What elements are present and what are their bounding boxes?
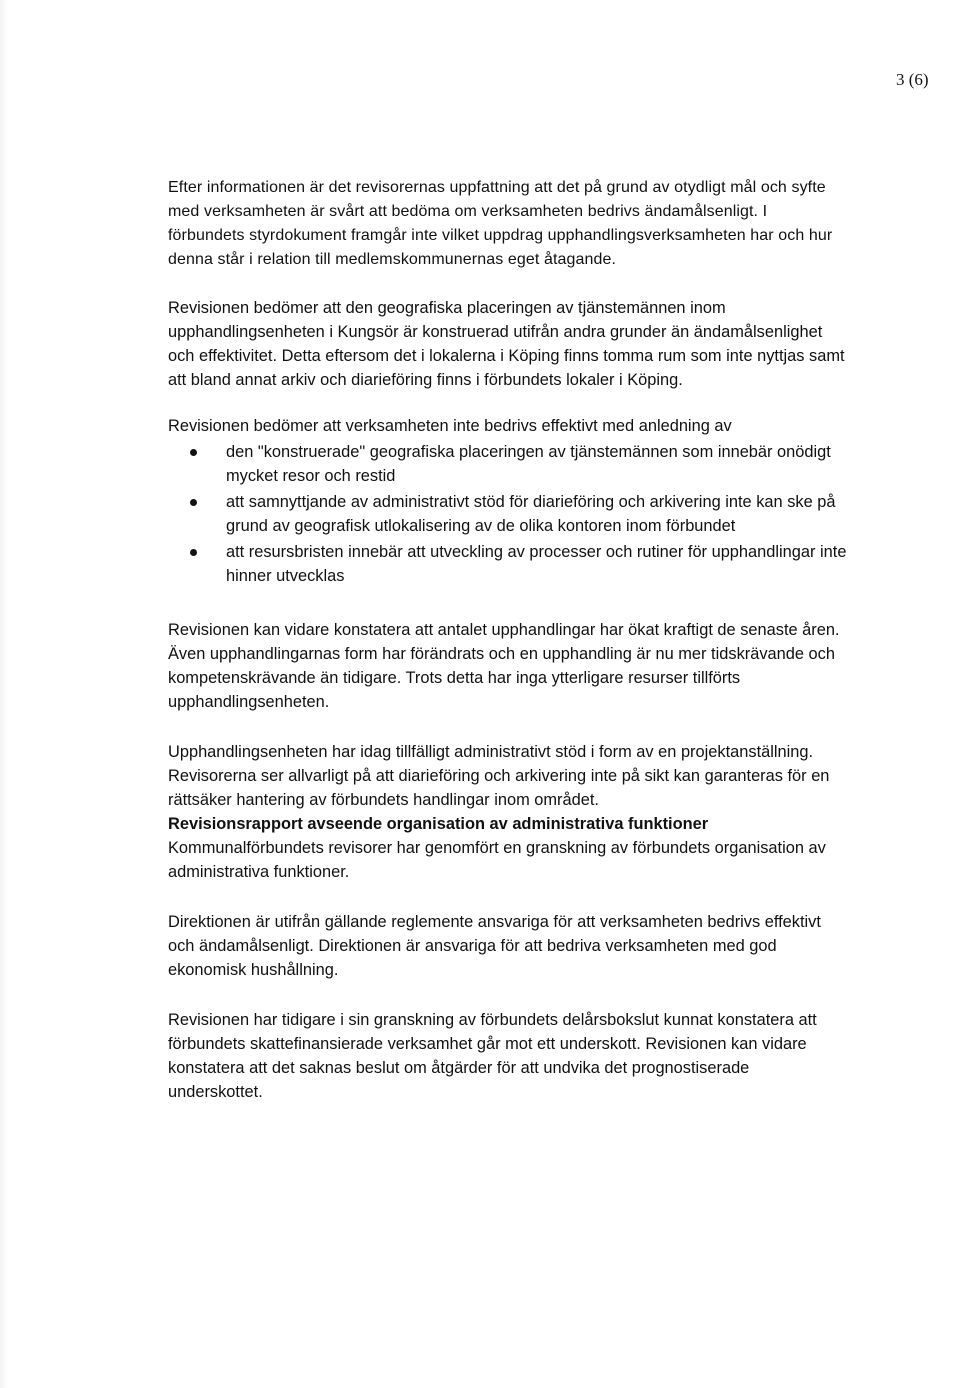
paragraph-geographic-placement: Revisionen bedömer att den geografiska placeringen av tjänstemännen inom upphandlingsenheten i Kungsör är konstruerad utifrån andra grunder än ändamålsenlighet och effektivitet. Detta eftersom det i lokalerna i Köping finns tomma rum som inte nyttjas samt att bland annat arkiv och diarieföring finns i förbundets lokaler i Köping.: [168, 299, 845, 389]
scan-edge-shading: [0, 0, 8, 1388]
bullet-icon: [190, 549, 197, 556]
efficiency-reasons-list: [168, 440, 848, 588]
paragraph-deficit: Revisionen har tidigare i sin granskning av förbundets delårsbokslut kunnat konstatera att förbundets skattefinansierade verksamhet går mot ett underskott. Revisionen kan vidare konstatera att det saknas beslut om åtgärder för att undvika det prognostiserade underskottet.: [168, 1011, 817, 1101]
section-heading: Revisionsrapport avseende organisation av administrativa funktioner: [168, 815, 709, 833]
list-item-text: att resursbristen innebär att utveckling av processer och rutiner för upphandlingar inte hinner utvecklas: [226, 543, 847, 585]
page-number: 3 (6): [896, 70, 929, 89]
paragraph-procurement-growth: Revisionen kan vidare konstatera att antalet upphandlingar har ökat kraftigt de senaste åren. Även upphandlingarnas form har förändrats och en upphandling är nu mer tidskrävande och kompetenskrävande än tidigare. Trots detta har inga ytterligare resurser tillförts upphandlingsenheten.: [168, 621, 840, 711]
list-item-text: att samnyttjande av administrativt stöd för diarieföring och arkivering inte kan ske på grund av geografisk utlokalisering av de olika kontoren inom förbundet: [226, 493, 836, 535]
list-item: [168, 490, 848, 538]
document-body: [168, 176, 848, 1104]
bullet-icon: [190, 499, 197, 506]
list-item: [168, 540, 848, 588]
paragraph-information-assessment: Efter informationen är det revisorernas uppfattning att det på grund av otydligt mål och syfte med verksamheten är svårt att bedöma om verksamheten bedrivs ändamålsenligt. I förbundets styrdokument framgår inte vilket uppdrag upphandlingsverksamheten har och hur denna står i relation till medlemskommunernas eget åtagande.: [168, 179, 833, 268]
list-item-text: den "konstruerade" geografiska placeringen av tjänstemännen som innebär onödigt mycket resor och restid: [226, 443, 831, 485]
paragraph-administrative-support: Upphandlingsenheten har idag tillfälligt administrativt stöd i form av en projektanställning. Revisorerna ser allvarligt på att diarieföring och arkivering inte på sikt kan garanteras för en rättsäker hantering av förbundets handlingar inom området.: [168, 743, 830, 809]
paragraph-audit-review: Kommunalförbundets revisorer har genomfört en granskning av förbundets organisation av administrativa funktioner.: [168, 839, 826, 881]
paragraph-efficiency-intro: Revisionen bedömer att verksamheten inte bedrivs effektivt med anledning av: [168, 417, 732, 435]
list-item: [168, 440, 848, 488]
bullet-icon: [190, 449, 197, 456]
paragraph-directorate-responsibility: Direktionen är utifrån gällande reglemente ansvariga för att verksamheten bedrivs effektivt och ändamålsenligt. Direktionen är ansvariga för att bedriva verksamheten med god ekonomisk hushållning.: [168, 913, 821, 979]
